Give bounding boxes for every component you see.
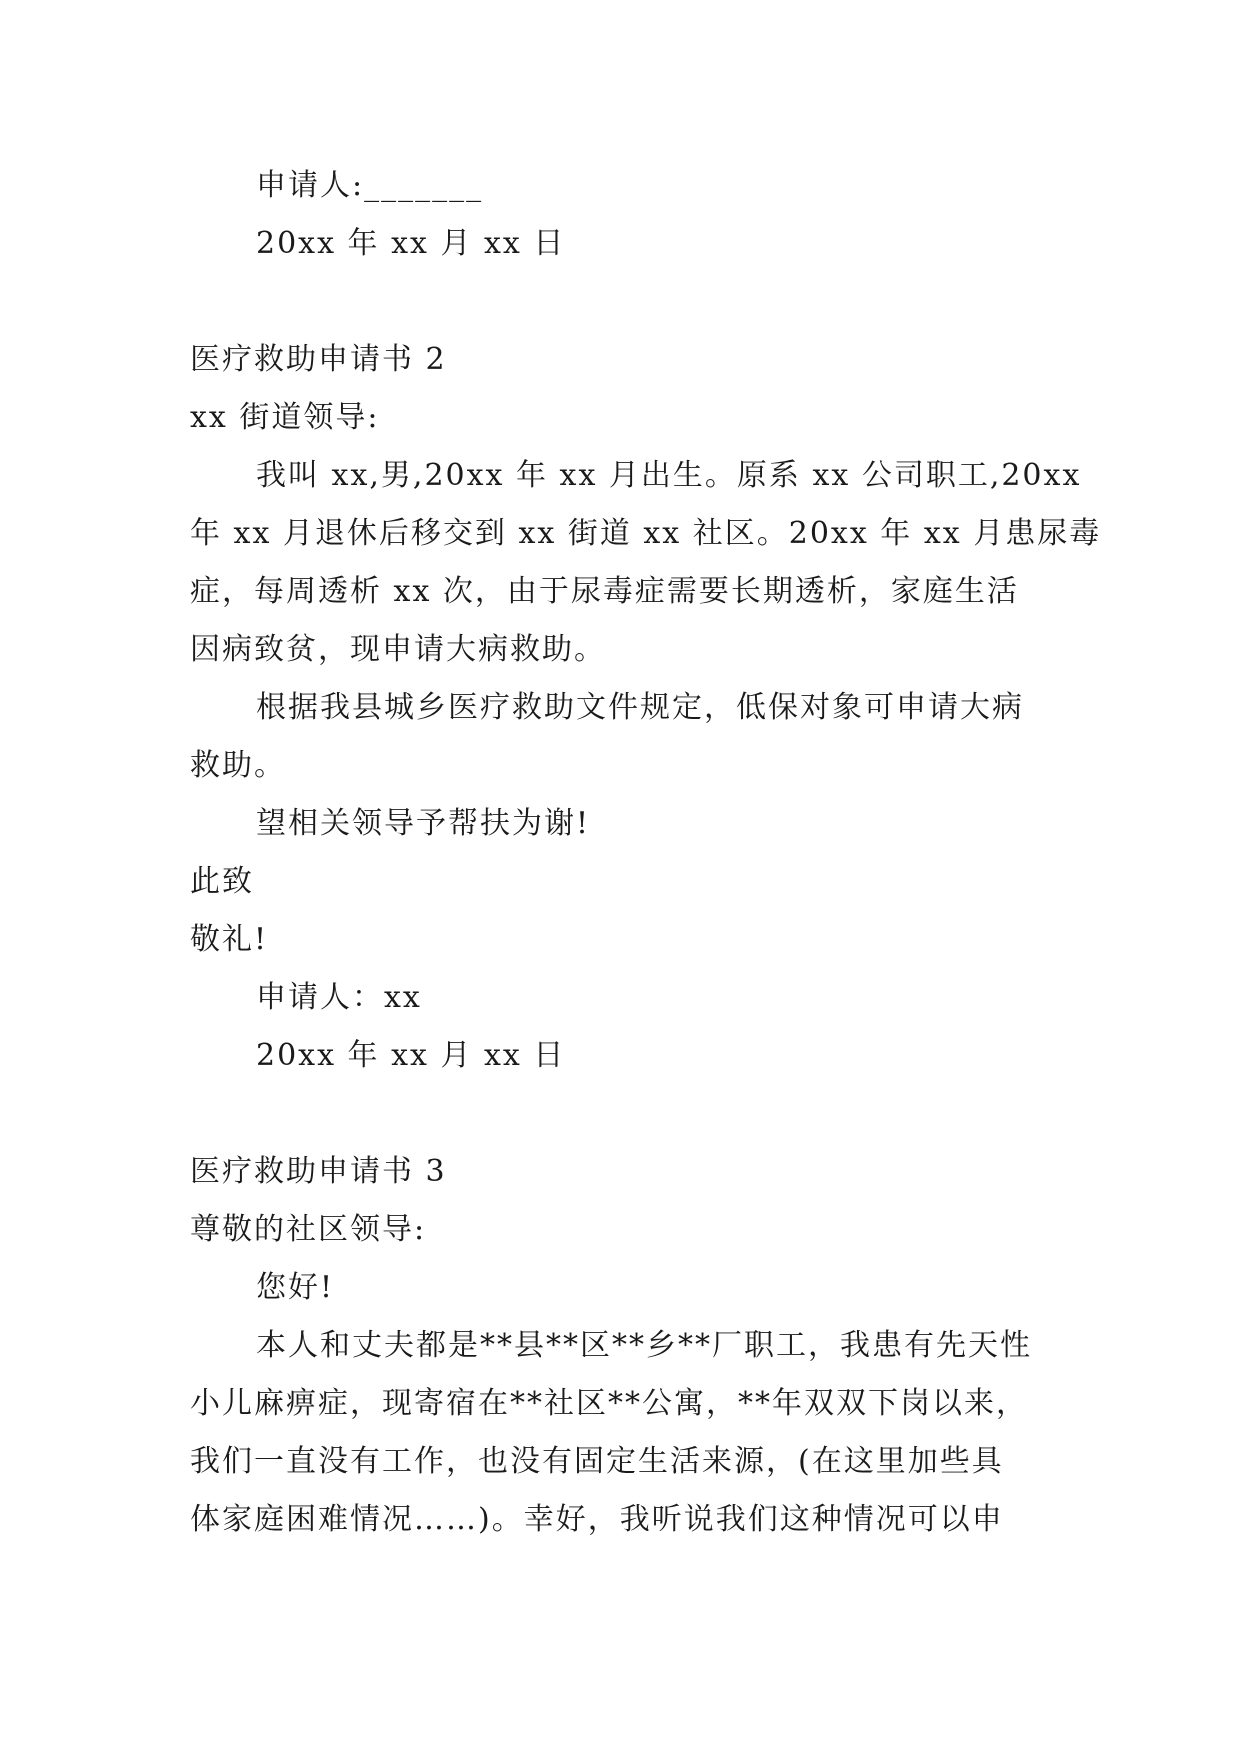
- section2-body-line: 年 xx 月退休后移交到 xx 街道 xx 社区。20xx 年 xx 月患尿毒: [190, 516, 1102, 551]
- section3-title: 医疗救助申请书 3: [190, 1154, 447, 1189]
- section2-body-line: 因病致贫，现申请大病救助。: [190, 632, 606, 667]
- section3-greeting: 您好!: [256, 1270, 335, 1305]
- section3-body-line: 小儿麻痹症，现寄宿在**社区**公寓，**年双双下岗以来，: [190, 1386, 1028, 1421]
- section2-closing-1: 此致: [190, 864, 254, 899]
- section3-body-line: 我们一直没有工作，也没有固定生活来源，(在这里加些具: [190, 1444, 1004, 1479]
- section2-date: 20xx 年 xx 月 xx 日: [256, 1038, 566, 1073]
- section3-body-line: 体家庭困难情况……)。幸好，我听说我们这种情况可以申: [190, 1502, 1004, 1537]
- section3-body-line: 本人和丈夫都是**县**区**乡**厂职工，我患有先天性: [256, 1328, 1032, 1363]
- section2-body-line: 症，每周透析 xx 次，由于尿毒症需要长期透析，家庭生活: [190, 574, 1019, 609]
- section2-applicant: 申请人：xx: [256, 980, 422, 1015]
- section2-body-line: 根据我县城乡医疗救助文件规定，低保对象可申请大病: [256, 690, 1024, 725]
- section2-body-line: 救助。: [190, 748, 286, 783]
- section2-closing-2: 敬礼!: [190, 922, 269, 957]
- section3-salutation: 尊敬的社区领导:: [190, 1212, 427, 1247]
- applicant-line-1: 申请人:_______: [256, 168, 484, 203]
- section2-body-line: 望相关领导予帮扶为谢!: [256, 806, 591, 841]
- date-line-1: 20xx 年 xx 月 xx 日: [256, 226, 566, 261]
- section2-salutation: xx 街道领导:: [190, 400, 380, 435]
- section2-title: 医疗救助申请书 2: [190, 342, 447, 377]
- section2-body-line: 我叫 xx,男,20xx 年 xx 月出生。原系 xx 公司职工,20xx: [256, 458, 1082, 493]
